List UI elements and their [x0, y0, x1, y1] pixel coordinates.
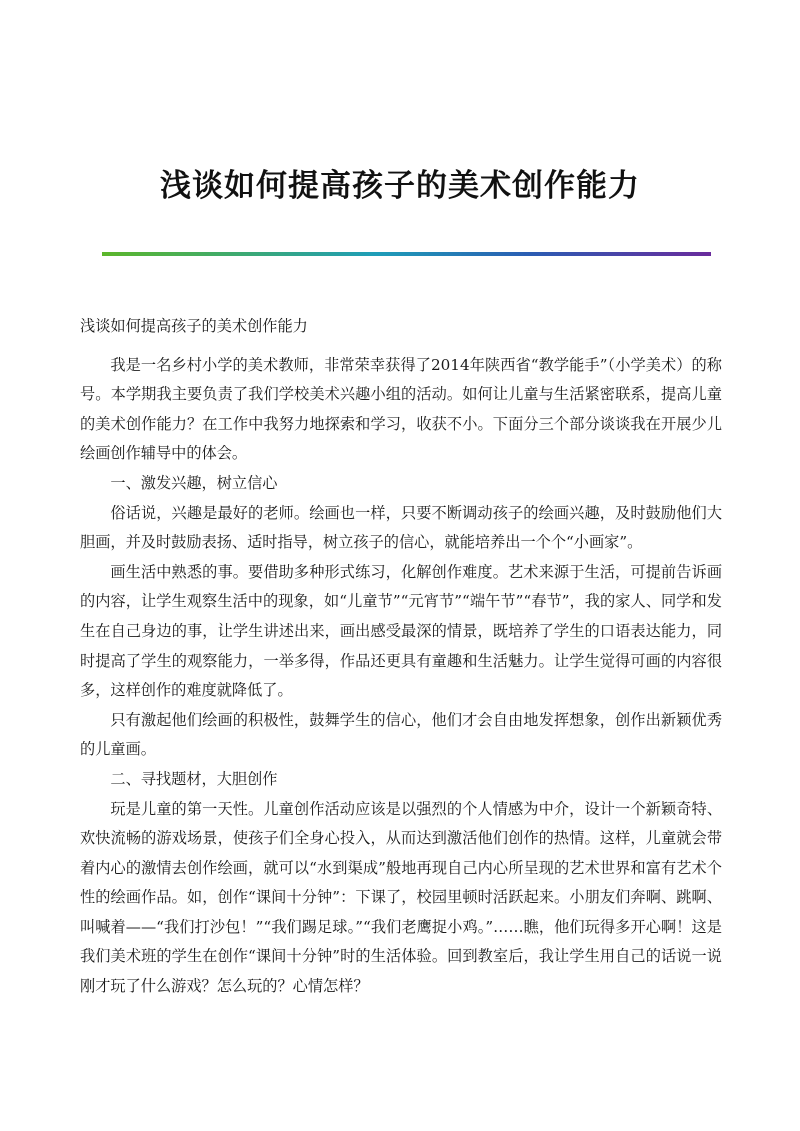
- paragraph: 只有激起他们绘画的积极性，鼓舞学生的信心，他们才会自由地发挥想象，创作出新颖优秀的儿童画。: [80, 710, 722, 759]
- paragraph: 画生活中熟悉的事。要借助多种形式练习，化解创作难度。艺术来源于生活，可提前告诉画的内容，让学生观察生活中的现象，如“儿童节”“元宵节”“端午节”“春节”，我的家人、同学和发生在自己身边的事，让学生讲述出来，画出感受最深的情景，既培养了学生的口语表达能力，同时提高了学生的观察能力，一举多得，作品还更具有童趣和生活魅力。让学生觉得可画的内容很多，这样创作的难度就降低了。: [80, 562, 722, 700]
- section-heading-1: 一、激发兴趣，树立信心: [110, 473, 278, 492]
- document-body: [80, 312, 722, 1002]
- paragraph: 俗话说，兴趣是最好的老师。绘画也一样，只要不断调动孩子的绘画兴趣，及时鼓励他们大胆画，并及时鼓励表扬、适时指导，树立孩子的信心，就能培养出一个个“小画家”。: [80, 503, 722, 552]
- section-heading-2: 二、寻找题材，大胆创作: [110, 769, 278, 788]
- document-subtitle: 浅谈如何提高孩子的美术创作能力: [80, 317, 308, 335]
- title-divider: [102, 252, 711, 256]
- intro-paragraph: 我是一名乡村小学的美术教师，非常荣幸获得了2014年陕西省“教学能手”（小学美术）的称号。本学期我主要负责了我们学校美术兴趣小组的活动。如何让儿童与生活紧密联系，提高儿童的美术创作能力？在工作中我努力地探索和学习，收获不小。下面分三个部分谈谈我在开展少儿绘画创作辅导中的体会。: [80, 355, 722, 463]
- document-title: 浅谈如何提高孩子的美术创作能力: [160, 168, 640, 204]
- paragraph: 玩是儿童的第一天性。儿童创作活动应该是以强烈的个人情感为中介，设计一个新颖奇特、欢快流畅的游戏场景，使孩子们全身心投入，从而达到激活他们创作的热情。这样，儿童就会带着内心的激情去创作绘画，就可以“水到渠成”般地再现自己内心所呈现的艺术世界和富有艺术个性的绘画作品。如，创作“课间十分钟”：下课了，校园里顿时活跃起来。小朋友们奔啊、跳啊、叫喊着——“我们打沙包！”“我们踢足球。”“我们老鹰捉小鸡。”……瞧，他们玩得多开心啊！这是我们美术班的学生在创作“课间十分钟”时的生活体验。回到教室后，我让学生用自己的话说一说刚才玩了什么游戏？怎么玩的？心情怎样？: [80, 799, 722, 996]
